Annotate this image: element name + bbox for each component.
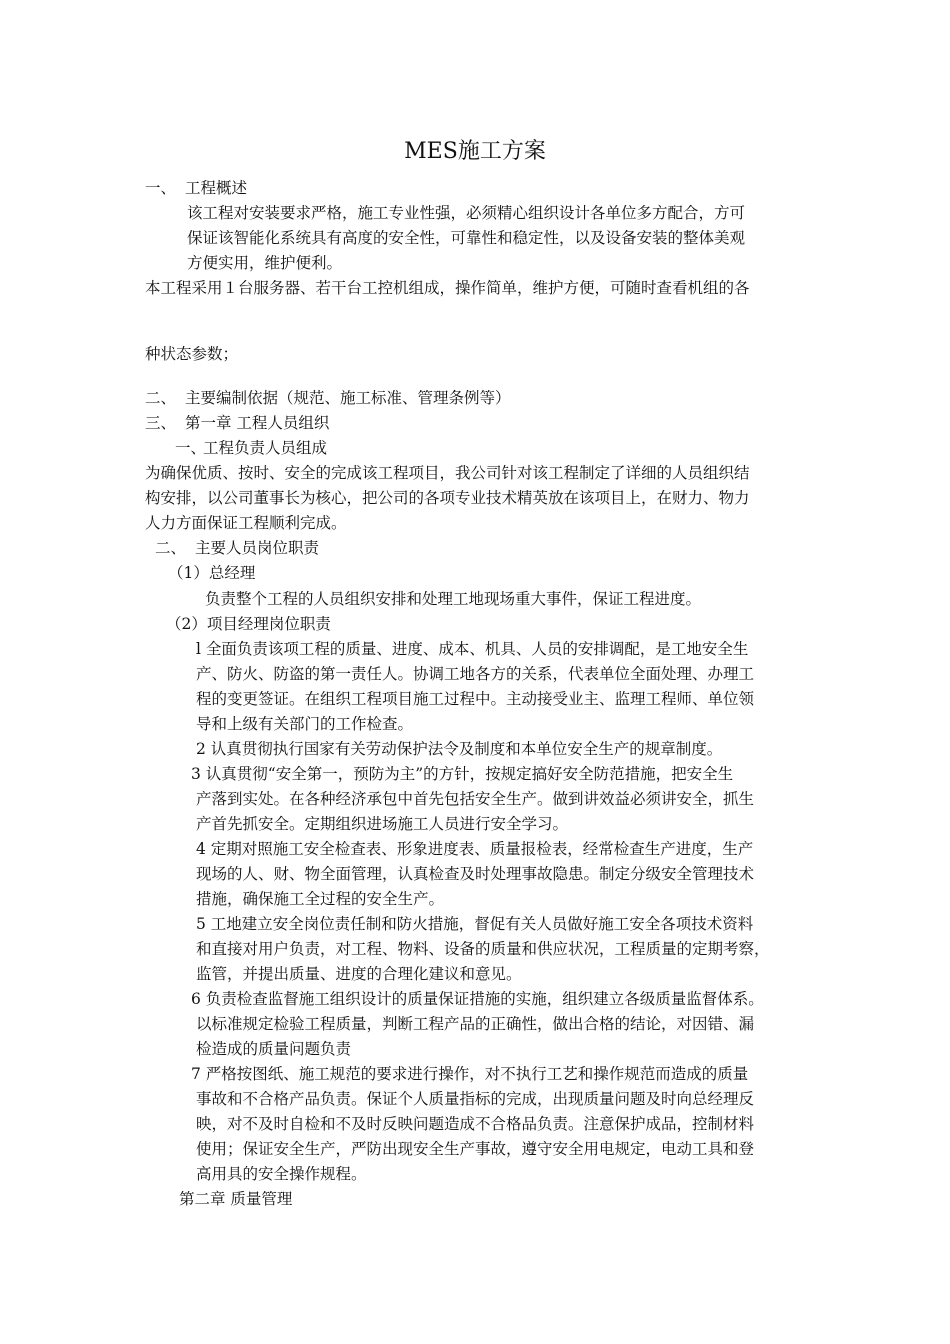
subsection-title: 工程负责人员组成: [203, 439, 328, 457]
section-number: 二、: [145, 389, 177, 407]
paragraph-line: 该工程对安装要求严格，施工专业性强，必须精心组织设计各单位多方配合，方可: [187, 204, 746, 222]
paragraph-line: 本工程采用１台服务器、若干台工控机组成，操作简单，维护方便，可随时查看机组的各: [145, 279, 750, 297]
subsection-2-heading: [155, 536, 319, 560]
duty-line: 4 定期对照施工安全检查表、形象进度表、质量报检表，经常检查生产进度，生产: [196, 840, 754, 858]
duty-line: 使用；保证安全生产，严防出现安全生产事故，遵守安全用电规定，电动工具和登: [196, 1140, 755, 1158]
document-title: MES施工方案: [404, 139, 546, 164]
duty-line: 以标准规定检验工程质量，判断工程产品的正确性，做出合格的结论，对因错、漏: [196, 1015, 755, 1033]
duty-line: 映，对不及时自检和不及时反映问题造成不合格品负责。注意保护成品，控制材料: [196, 1115, 755, 1133]
section-3-heading: [145, 411, 329, 435]
subsection-1-heading: [175, 436, 327, 460]
duty-line: l 全面负责该项工程的质量、进度、成本、机具、人员的安排调配，是工地安全生: [196, 640, 749, 658]
duty-line: 产落到实处。在各种经济承包中首先包括安全生产。做到讲效益必须讲安全，抓生: [196, 790, 755, 808]
duty-line: 产、防火、防盗的第一责任人。协调工地各方的关系，代表单位全面处理、办理工: [196, 665, 755, 683]
duty-line: 程的变更签证。在组织工程项目施工过程中。主动接受业主、监理工程师、单位领: [196, 690, 755, 708]
duty-line: 5 工地建立安全岗位责任制和防火措施，督促有关人员做好施工安全各项技术资料: [196, 915, 754, 933]
paragraph-line: 为确保优质、按时、安全的完成该工程项目，我公司针对该工程制定了详细的人员组织结: [145, 464, 750, 482]
duty-line: 事故和不合格产品负责。保证个人质量指标的完成，出现质量问题及时向总经理反: [196, 1090, 755, 1108]
paragraph-line: 保证该智能化系统具有高度的安全性，可靠性和稳定性，以及设备安装的整体美观: [187, 229, 746, 247]
paragraph-line: 种状态参数；: [145, 345, 239, 363]
section-number: 三、: [145, 414, 177, 432]
section-title: 主要编制依据（规范、施工标准、管理条例等）: [185, 389, 511, 407]
duty-line: 导和上级有关部门的工作检查。: [196, 715, 414, 733]
general-manager-heading: （1）总经理: [168, 564, 256, 582]
section-2-heading: [145, 386, 511, 410]
section-title: 第一章 工程人员组织: [185, 414, 330, 432]
paragraph-line: 构安排，以公司董事长为核心，把公司的各项专业技术精英放在该项目上，在财力、物力: [145, 489, 750, 507]
duty-line: 6 负责检查监督施工组织设计的质量保证措施的实施，组织建立各级质量监督体系。: [191, 990, 764, 1008]
chapter-2-heading: 第二章 质量管理: [179, 1190, 293, 1208]
duty-line: 产首先抓安全。定期组织进场施工人员进行安全学习。: [196, 815, 569, 833]
subsection-number: 二、: [155, 539, 187, 557]
section-1-heading: [145, 176, 247, 200]
duty-line: 7 严格按图纸、施工规范的要求进行操作，对不执行工艺和操作规范而造成的质量: [191, 1065, 749, 1083]
duty-line: 2 认真贯彻执行国家有关劳动保护法令及制度和本单位安全生产的规章制度。: [196, 740, 723, 758]
general-manager-text: 负责整个工程的人员组织安排和处理工地现场重大事件，保证工程进度。: [205, 590, 702, 608]
duty-line: 高用具的安全操作规程。: [196, 1165, 367, 1183]
section-title: 工程概述: [185, 179, 248, 197]
subsection-title: 主要人员岗位职责: [195, 539, 320, 557]
duty-line: 现场的人、财、物全面管理，认真检查及时处理事故隐患。制定分级安全管理技术: [196, 865, 755, 883]
paragraph-line: 方便实用，维护便利。: [187, 254, 343, 272]
paragraph-line: 人力方面保证工程顺利完成。: [145, 514, 347, 532]
section-number: 一、: [145, 179, 177, 197]
duty-line: 措施，确保施工全过程的安全生产。: [196, 890, 445, 908]
subsection-number: 一、: [175, 439, 207, 457]
duty-line: 监管，并提出质量、进度的合理化建议和意见。: [196, 965, 522, 983]
duty-line: 3 认真贯彻“安全第一，预防为主”的方针，按规定搞好安全防范措施，把安全生: [191, 765, 734, 783]
duty-line: 和直接对用户负责，对工程、物料、设备的质量和供应状况，工程质量的定期考察，: [196, 940, 770, 958]
project-manager-heading: （2）项目经理岗位职责: [166, 615, 331, 633]
duty-line: 检造成的质量问题负责: [196, 1040, 352, 1058]
